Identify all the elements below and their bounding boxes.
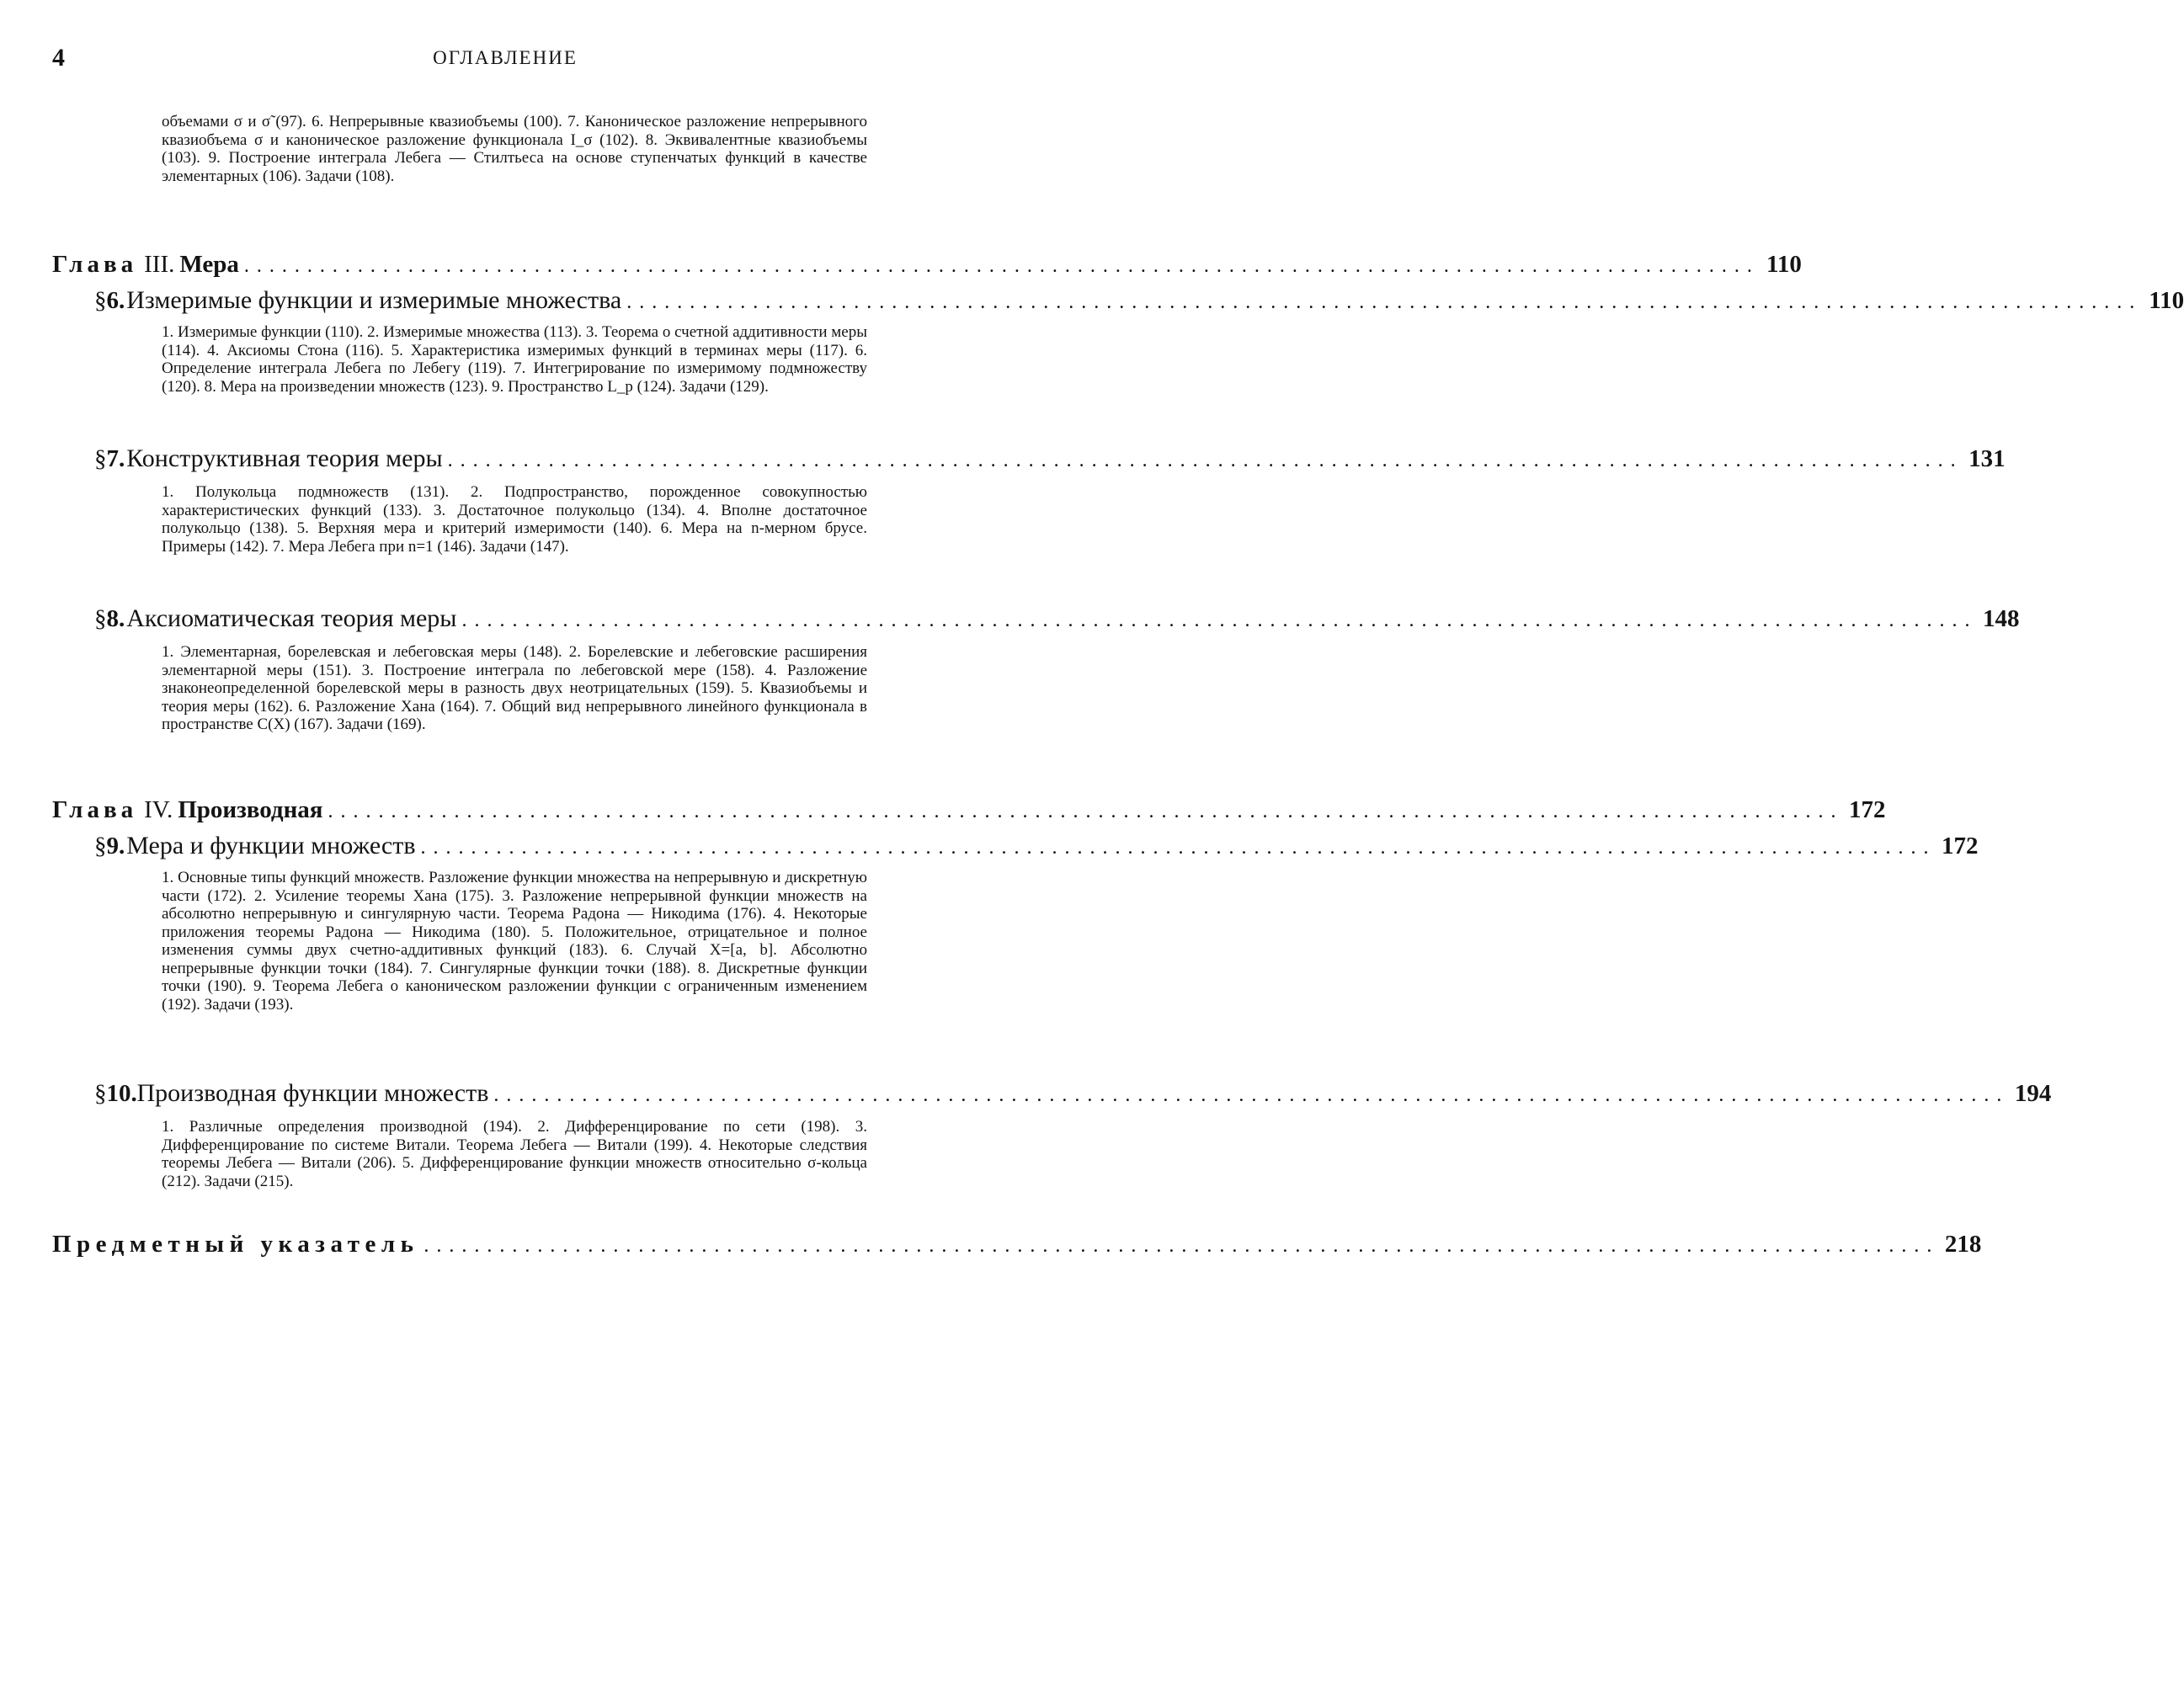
section-title: Измеримые функции и измеримые множества <box>126 286 622 314</box>
page-number: 4 <box>52 44 65 72</box>
chapter-title: Производная <box>178 796 323 823</box>
leader-dots: ........................................................................................................................ <box>243 255 1760 277</box>
toc-entry-index[interactable] <box>52 1231 1982 1258</box>
toc-entry-section-8[interactable] <box>52 604 2020 633</box>
subsection-list: 1. Основные типы функций множеств. Разложение функции множества на непрерывную и дискретную части (172). 2. Усиление теоремы Хана (175). 3. Разложение непрерывной функции множеств на абсолютно непрерывную и сингулярную части. Теорема Радона — Никодима (176). 4. Некоторые приложения теоремы Радона — Никодима (180). 5. Положительное, отрицательное и полное изменения суммы двух счетно-аддитивных функций (183). 6. Случай X=[a, b]. Абсолютно непрерывные функции точки (184). 7. Сингулярные функции точки (188). 8. Дискретные функции точки (190). 9. Теорема Лебега о каноническом разложении функции с ограниченным изменением (192). Задачи (193). <box>162 869 867 1014</box>
toc-entry-section-6[interactable] <box>52 286 2184 315</box>
page-ref: 172 <box>1941 833 1979 859</box>
section-number: 6. <box>106 287 125 314</box>
page-ref: 148 <box>1982 605 2020 632</box>
subsection-list: 1. Полукольца подмножеств (131). 2. Подпространство, порожденное совокупностью характеристических функций (133). 3. Достаточное полукольцо (134). 4. Вполне достаточное полукольцо (138). 5. Верхняя мера и критерий измеримости (140). 6. Мера на n-мерном брусе. Примеры (142). 7. Мера Лебега при n=1 (146). Задачи (147). <box>162 483 867 556</box>
leader-dots: ........................................................................................................................ <box>420 837 1936 859</box>
leader-dots: ........................................................................................................................ <box>447 450 1963 471</box>
toc-entry-section-10[interactable] <box>52 1079 2052 1108</box>
leader-dots: ........................................................................................................................ <box>493 1084 2010 1106</box>
section-title: Производная функции множеств <box>136 1079 489 1107</box>
chapter-label: Глава <box>52 796 138 823</box>
chapter-roman: IV. <box>144 796 173 823</box>
toc-entry-section-7[interactable] <box>52 444 2006 473</box>
section-title: Аксиоматическая теория меры <box>126 604 457 632</box>
running-head: ОГЛАВЛЕНИЕ <box>433 47 578 68</box>
subsection-list: 1. Измеримые функции (110). 2. Измеримые множества (113). 3. Теорема о счетной аддитивности меры (114). 4. Аксиомы Стона (116). 5. Характеристика измеримых функций в терминах меры (117). 6. Определение интеграла Лебега по Лебегу (119). 7. Интегрирование по измеримому подмножеству (120). 8. Мера на произведении множеств (123). 9. Пространство L_p (124). Задачи (129). <box>162 323 867 396</box>
section-sign: § <box>94 833 107 859</box>
chapter-title: Мера <box>179 251 239 278</box>
toc-entry-section-9[interactable] <box>52 832 1979 860</box>
section-sign: § <box>94 287 107 314</box>
subsection-list: 1. Различные определения производной (194). 2. Дифференцирование по сети (198). 3. Дифференцирование по системе Витали. Теорема Лебега — Витали (199). 4. Некоторые следствия теоремы Лебега — Витали (206). 5. Дифференцирование функции множеств относительно σ-кольца (212). Задачи (215). <box>162 1118 867 1190</box>
leader-dots: ........................................................................................................................ <box>461 609 1978 631</box>
intro-subsections: объемами σ и σ̃ (97). 6. Непрерывные квазиобъемы (100). 7. Каноническое разложение непрерывного квазиобъема σ и каноническое разложение функционала I_σ (102). 8. Эквивалентные квазиобъемы (103). 9. Построение интеграла Лебега — Стилтьеса на основе ступенчатых функций в качестве элементарных (106). Задачи (108). <box>162 113 867 185</box>
chapter-roman: III. <box>144 251 175 278</box>
section-number: 7. <box>106 445 125 472</box>
section-title: Конструктивная теория меры <box>126 444 443 472</box>
page-ref: 110 <box>1766 251 1802 278</box>
chapter-label: Глава <box>52 251 138 278</box>
section-sign: § <box>94 1080 107 1107</box>
page-ref: 172 <box>1849 796 1886 823</box>
page-ref: 131 <box>1968 445 2006 472</box>
section-number: 9. <box>106 833 125 859</box>
page-ref: 110 <box>2149 287 2184 314</box>
section-number: 8. <box>106 605 125 632</box>
section-number: 10. <box>106 1080 137 1107</box>
leader-dots: ........................................................................................................................ <box>626 291 2143 313</box>
toc-entry-chapter-3[interactable] <box>52 251 1802 279</box>
page-ref: 194 <box>2014 1080 2052 1107</box>
section-sign: § <box>94 445 107 472</box>
leader-dots: ........................................................................................................................ <box>328 801 1844 822</box>
section-sign: § <box>94 605 107 632</box>
toc-entry-chapter-4[interactable] <box>52 796 1886 824</box>
index-title: Предметный указатель <box>52 1231 419 1258</box>
subsection-list: 1. Элементарная, борелевская и лебеговская меры (148). 2. Борелевские и лебеговские расширения элементарной меры (151). 3. Построение интеграла по лебеговской мере (158). 4. Разложение знаконеопределенной борелевской меры в разность двух неотрицательных (159). 5. Квазиобъемы и теория меры (162). 6. Разложение Хана (164). 7. Общий вид непрерывного линейного функционала в пространстве C(X) (167). Задачи (169). <box>162 643 867 733</box>
section-title: Мера и функции множеств <box>126 832 416 859</box>
page-ref: 218 <box>1944 1231 1982 1258</box>
leader-dots: ........................................................................................................................ <box>423 1235 1940 1257</box>
